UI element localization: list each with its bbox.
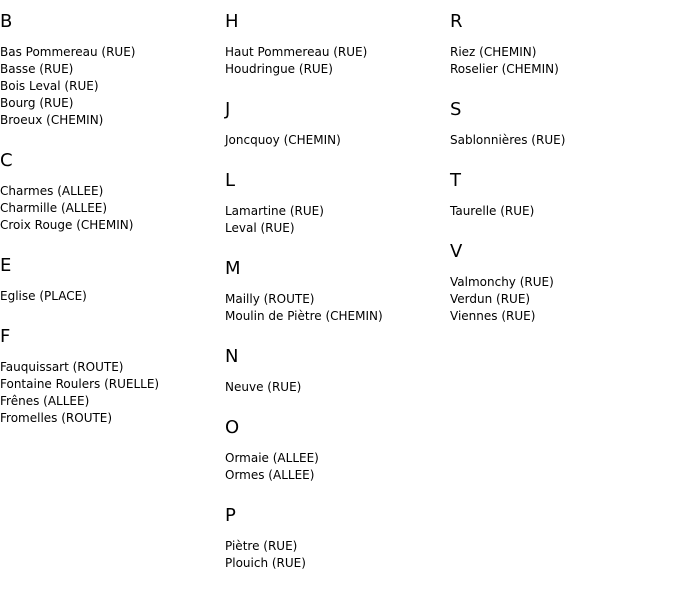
- letter-group: [225, 504, 445, 572]
- letter-heading: E: [0, 255, 12, 276]
- street-link[interactable]: Leval (RUE): [225, 221, 295, 235]
- letter-heading: N: [225, 346, 239, 367]
- street-link[interactable]: Joncquoy (CHEMIN): [225, 133, 341, 147]
- letter-heading: T: [450, 170, 461, 191]
- letter-heading: O: [225, 417, 240, 438]
- letter-group: [450, 98, 670, 149]
- street-link[interactable]: Verdun (RUE): [450, 292, 531, 306]
- street-link[interactable]: Lamartine (RUE): [225, 204, 324, 218]
- street-link[interactable]: Broeux (CHEMIN): [0, 113, 104, 127]
- directory-column: [450, 10, 670, 345]
- street-link[interactable]: Bois Leval (RUE): [0, 79, 99, 93]
- letter-heading: P: [225, 505, 236, 526]
- street-link[interactable]: Croix Rouge (CHEMIN): [0, 218, 134, 232]
- letter-group: [225, 345, 445, 396]
- letter-group: [225, 416, 445, 484]
- letter-group: [225, 257, 445, 325]
- street-link[interactable]: Ormes (ALLEE): [225, 468, 315, 482]
- street-link[interactable]: Charmille (ALLEE): [0, 201, 108, 215]
- street-link[interactable]: Eglise (PLACE): [0, 289, 87, 303]
- street-link[interactable]: Fontaine Roulers (RUELLE): [0, 377, 160, 391]
- letter-group: [0, 254, 220, 305]
- street-link[interactable]: Bas Pommereau (RUE): [0, 45, 136, 59]
- letter-group: [0, 10, 220, 129]
- street-link[interactable]: Taurelle (RUE): [450, 204, 535, 218]
- street-link[interactable]: Haut Pommereau (RUE): [225, 45, 368, 59]
- letter-heading: B: [0, 11, 13, 32]
- street-link[interactable]: Sablonnières (RUE): [450, 133, 566, 147]
- street-link[interactable]: Houdringue (RUE): [225, 62, 333, 76]
- letter-heading: S: [450, 99, 462, 120]
- street-link[interactable]: Charmes (ALLEE): [0, 184, 104, 198]
- letter-group: [450, 10, 670, 78]
- street-link[interactable]: Fauquissart (ROUTE): [0, 360, 124, 374]
- street-link[interactable]: Viennes (RUE): [450, 309, 536, 323]
- letter-heading: L: [225, 170, 236, 191]
- street-link[interactable]: Bourg (RUE): [0, 96, 74, 110]
- letter-group: [225, 98, 445, 149]
- letter-heading: J: [225, 99, 231, 120]
- letter-heading: C: [0, 150, 13, 171]
- letter-group: [450, 240, 670, 325]
- letter-group: [225, 10, 445, 78]
- letter-heading: V: [450, 241, 463, 262]
- letter-heading: F: [0, 326, 11, 347]
- letter-heading: H: [225, 11, 239, 32]
- street-link[interactable]: Basse (RUE): [0, 62, 74, 76]
- street-link[interactable]: Mailly (ROUTE): [225, 292, 315, 306]
- street-link[interactable]: Piètre (RUE): [225, 539, 298, 553]
- letter-heading: M: [225, 258, 241, 279]
- letter-group: [450, 169, 670, 220]
- street-link[interactable]: Moulin de Piètre (CHEMIN): [225, 309, 383, 323]
- street-link[interactable]: Neuve (RUE): [225, 380, 302, 394]
- letter-heading: R: [450, 11, 463, 32]
- street-link[interactable]: Fromelles (ROUTE): [0, 411, 113, 425]
- street-link[interactable]: Plouich (RUE): [225, 556, 306, 570]
- street-link[interactable]: Roselier (CHEMIN): [450, 62, 559, 76]
- letter-group: [0, 149, 220, 234]
- directory-column: [225, 10, 445, 592]
- street-link[interactable]: Riez (CHEMIN): [450, 45, 537, 59]
- directory-column: [0, 10, 220, 447]
- street-link[interactable]: Ormaie (ALLEE): [225, 451, 319, 465]
- letter-group: [225, 169, 445, 237]
- street-link[interactable]: Valmonchy (RUE): [450, 275, 554, 289]
- street-link[interactable]: Frênes (ALLEE): [0, 394, 90, 408]
- letter-group: [0, 325, 220, 427]
